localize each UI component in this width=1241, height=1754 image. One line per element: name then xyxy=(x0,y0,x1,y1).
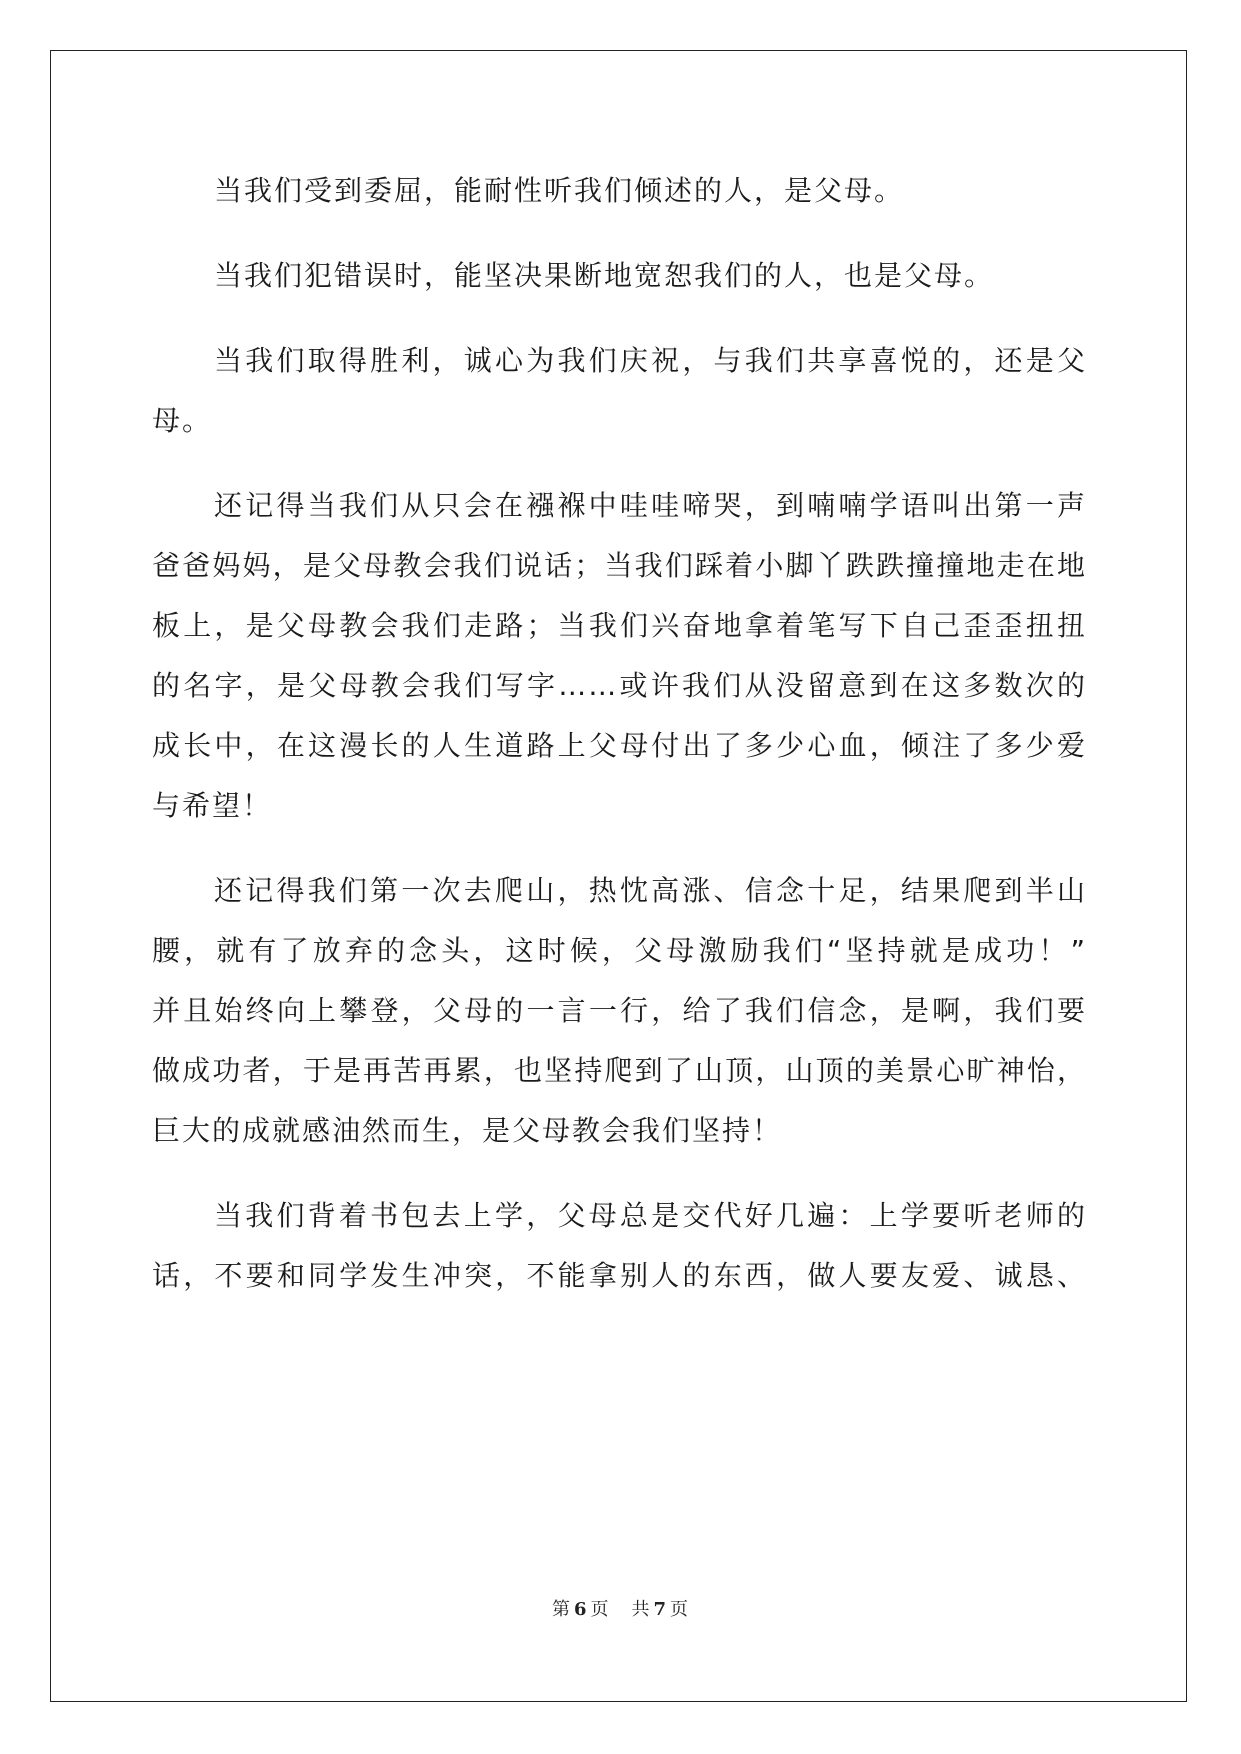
total-unit: 页 xyxy=(670,1599,690,1620)
text-line: 板上，是父母教会我们走路；当我们兴奋地拿着笔写下自己歪歪扭扭 xyxy=(152,609,1087,642)
text-line: 还记得当我们从只会在襁褓中哇哇啼哭，到喃喃学语叫出第一声 xyxy=(214,489,1087,522)
text-line: 当我们背着书包去上学，父母总是交代好几遍：上学要听老师的 xyxy=(214,1199,1087,1232)
page-unit: 页 xyxy=(590,1599,610,1620)
text-line: 话，不要和同学发生冲突，不能拿别人的东西，做人要友爱、诚恳、 xyxy=(152,1259,1087,1292)
text-line: 腰，就有了放弃的念头，这时候，父母激励我们“坚持就是成功！” xyxy=(152,934,1087,967)
text-line: 母。 xyxy=(152,404,213,437)
document-body xyxy=(152,161,1087,1331)
paragraph xyxy=(152,161,1087,221)
text-line: 的名字，是父母教会我们写字……或许我们从没留意到在这多数次的 xyxy=(152,669,1087,702)
text-line: 还记得我们第一次去爬山，热忱高涨、信念十足，结果爬到半山 xyxy=(214,874,1087,907)
page-footer xyxy=(0,1595,1241,1621)
text-line: 当我们取得胜利，诚心为我们庆祝，与我们共享喜悦的，还是父 xyxy=(214,344,1087,377)
text-line: 巨大的成就感油然而生，是父母教会我们坚持！ xyxy=(152,1114,783,1147)
paragraph xyxy=(152,246,1087,306)
total-page-number: 7 xyxy=(653,1599,668,1620)
total-prefix: 共 xyxy=(631,1599,651,1620)
paragraph xyxy=(152,1186,1087,1306)
paragraph xyxy=(152,476,1087,836)
current-page-number: 6 xyxy=(573,1599,588,1620)
text-line: 当我们犯错误时，能坚决果断地宽恕我们的人，也是父母。 xyxy=(214,259,995,292)
text-line: 成长中，在这漫长的人生道路上父母付出了多少心血，倾注了多少爱 xyxy=(152,729,1087,762)
text-line: 做成功者，于是再苦再累，也坚持爬到了山顶，山顶的美景心旷神怡， xyxy=(152,1054,1087,1087)
text-line: 并且始终向上攀登，父母的一言一行，给了我们信念，是啊，我们要 xyxy=(152,994,1087,1027)
paragraph xyxy=(152,331,1087,451)
text-line: 爸爸妈妈，是父母教会我们说话；当我们踩着小脚丫跌跌撞撞地走在地 xyxy=(152,549,1087,582)
paragraph xyxy=(152,861,1087,1161)
text-line: 与希望！ xyxy=(152,789,273,822)
text-line: 当我们受到委屈，能耐性听我们倾述的人，是父母。 xyxy=(214,174,905,207)
page-prefix: 第 xyxy=(551,1599,571,1620)
